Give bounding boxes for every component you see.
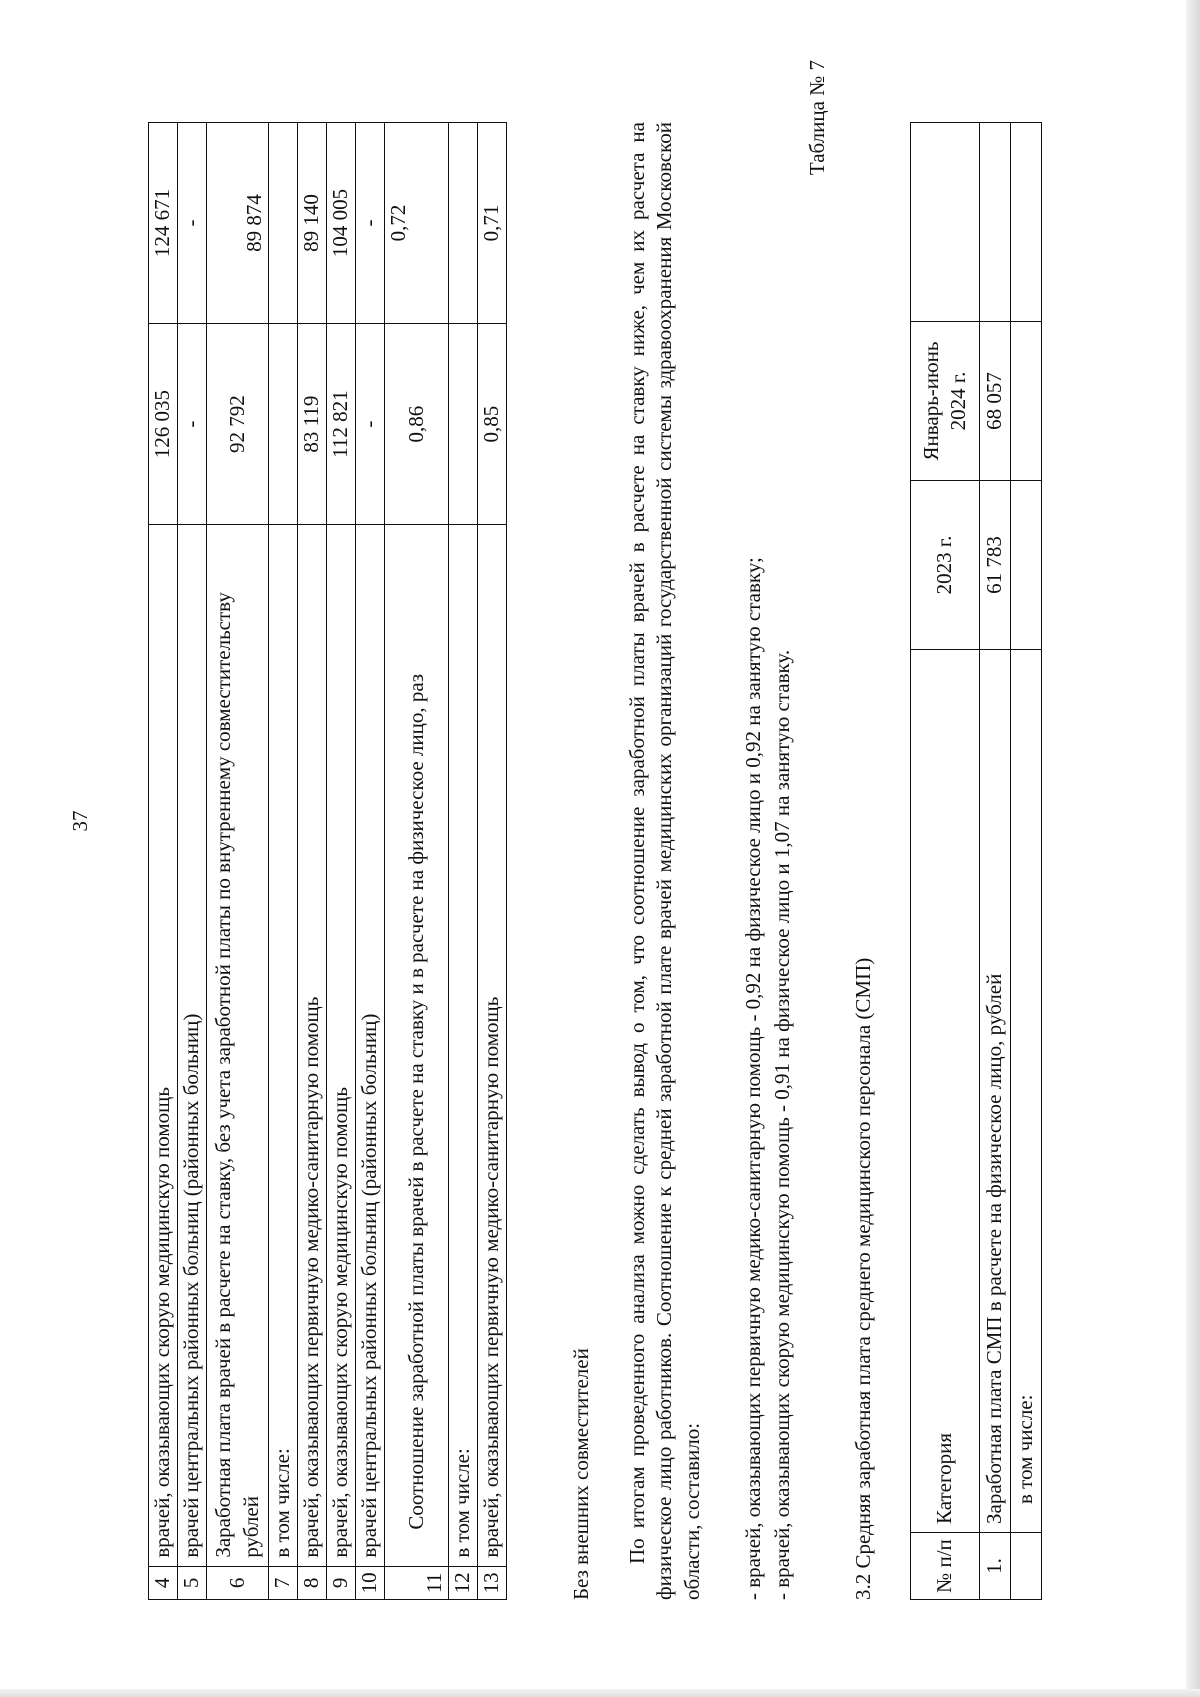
value-2024: 0,72	[385, 123, 449, 324]
value-2023: 83 119	[298, 324, 327, 525]
value-2024: -	[356, 123, 385, 324]
cell-cut-off	[980, 123, 1011, 322]
value-2023	[269, 324, 298, 525]
table-row	[1011, 123, 1042, 1600]
row-number: 12	[449, 1566, 478, 1599]
row-category: в том числе:	[449, 525, 478, 1567]
row-number: 13	[478, 1566, 507, 1599]
table-row	[449, 123, 478, 1600]
row-category: Заработная плата СМП в расчете на физическое лицо, рублей	[980, 650, 1011, 1533]
value-2024: 124 671	[149, 123, 178, 324]
row-number	[1011, 1533, 1042, 1600]
row-number: 4	[149, 1566, 178, 1599]
value-2024: 89 874	[207, 123, 269, 324]
header-2023: 2023 г.	[911, 481, 980, 650]
nurse-salary-table	[910, 122, 1042, 1600]
table-row	[298, 123, 327, 1600]
table-caption: Таблица № 7	[805, 60, 829, 176]
table-row	[385, 123, 449, 1600]
row-number: 5	[178, 1566, 207, 1599]
value-2023: 0,86	[385, 324, 449, 525]
value-2024: 68 057	[980, 322, 1011, 481]
value-2024	[1011, 322, 1042, 481]
table-row	[207, 123, 269, 1600]
table-row	[178, 123, 207, 1600]
value-2024: 89 140	[298, 123, 327, 324]
row-number: 11	[385, 1566, 449, 1599]
header-2024: Январь-июнь 2024 г.	[911, 322, 980, 481]
conclusion-bullet-emergency-care: - врачей, оказывающих скорую медицинскую помощь - 0,91 на физическое лицо и 1,07 на занятую ставку.	[770, 649, 794, 1600]
row-number: 10	[356, 1566, 385, 1599]
row-number: 6	[207, 1566, 269, 1599]
value-2024	[269, 123, 298, 324]
section-heading: 3.2 Средняя заработная плата среднего медицинского персонала (СМП)	[851, 957, 875, 1600]
row-number: 7	[269, 1566, 298, 1599]
table-row	[356, 123, 385, 1600]
row-number: 8	[298, 1566, 327, 1599]
row-category: врачей центральных районных больниц (районных больниц)	[178, 525, 207, 1567]
value-2023: 0,85	[478, 324, 507, 525]
value-2024: -	[178, 123, 207, 324]
table-row	[478, 123, 507, 1600]
row-category: Заработная плата врачей в расчете на ставку, без учета заработной платы по внутреннему совместительству рублей	[207, 525, 269, 1567]
row-category: врачей, оказывающих скорую медицинскую помощь	[327, 525, 356, 1567]
scan-right-edge	[1186, 0, 1200, 1697]
scan-bottom-edge	[0, 1689, 1200, 1697]
row-category: врачей, оказывающих первичную медико-санитарную помощь	[298, 525, 327, 1567]
value-2024: 104 005	[327, 123, 356, 324]
value-2024: 0,71	[478, 123, 507, 324]
header-cut-off	[911, 123, 980, 322]
row-category: Соотношение заработной платы врачей в расчете на ставку и в расчете на физическое лицо, раз	[385, 525, 449, 1567]
row-category: врачей, оказывающих скорую медицинскую помощь	[149, 525, 178, 1567]
row-number: 9	[327, 1566, 356, 1599]
value-2023	[1011, 481, 1042, 650]
value-2023: 112 821	[327, 324, 356, 525]
value-2023: 92 792	[207, 324, 269, 525]
table-row	[980, 123, 1011, 1600]
table-footnote: Без внешних совместителей	[569, 1348, 593, 1600]
row-category: в том числе:	[269, 525, 298, 1567]
row-category: врачей, оказывающих первичную медико-санитарную помощь	[478, 525, 507, 1567]
row-category: в том числе:	[1011, 650, 1042, 1533]
table-row	[149, 123, 178, 1600]
rotated-page-content	[148, 60, 1048, 1600]
value-2023: 61 783	[980, 481, 1011, 650]
salary-ratio-table	[148, 122, 507, 1600]
table-header-row	[911, 123, 980, 1600]
table-row	[327, 123, 356, 1600]
row-number: 1.	[980, 1533, 1011, 1600]
value-2023	[449, 324, 478, 525]
conclusion-paragraph: По итогам проведенного анализа можно сделать вывод о том, что соотношение заработной платы врачей в расчете на ставку ниже, чем их расчета на физическое лицо работников. Соотношение к средней заработной плате врачей медицинских организаций государственной системы здравоохранения Московской области, составило:	[625, 122, 704, 1600]
row-category: врачей центральных районных больниц (районных больниц)	[356, 525, 385, 1567]
page-number: 37	[68, 810, 92, 832]
value-2024	[449, 123, 478, 324]
value-2023: 126 035	[149, 324, 178, 525]
table-row	[269, 123, 298, 1600]
cell-cut-off	[1011, 123, 1042, 322]
conclusion-bullet-primary-care: - врачей, оказывающих первичную медико-санитарную помощь - 0,92 на физическое лицо и 0,92 на занятую ставку;	[741, 557, 765, 1600]
value-2023: -	[178, 324, 207, 525]
header-num: № п/п	[911, 1533, 980, 1600]
header-category: Категория	[911, 650, 980, 1533]
value-2023: -	[356, 324, 385, 525]
